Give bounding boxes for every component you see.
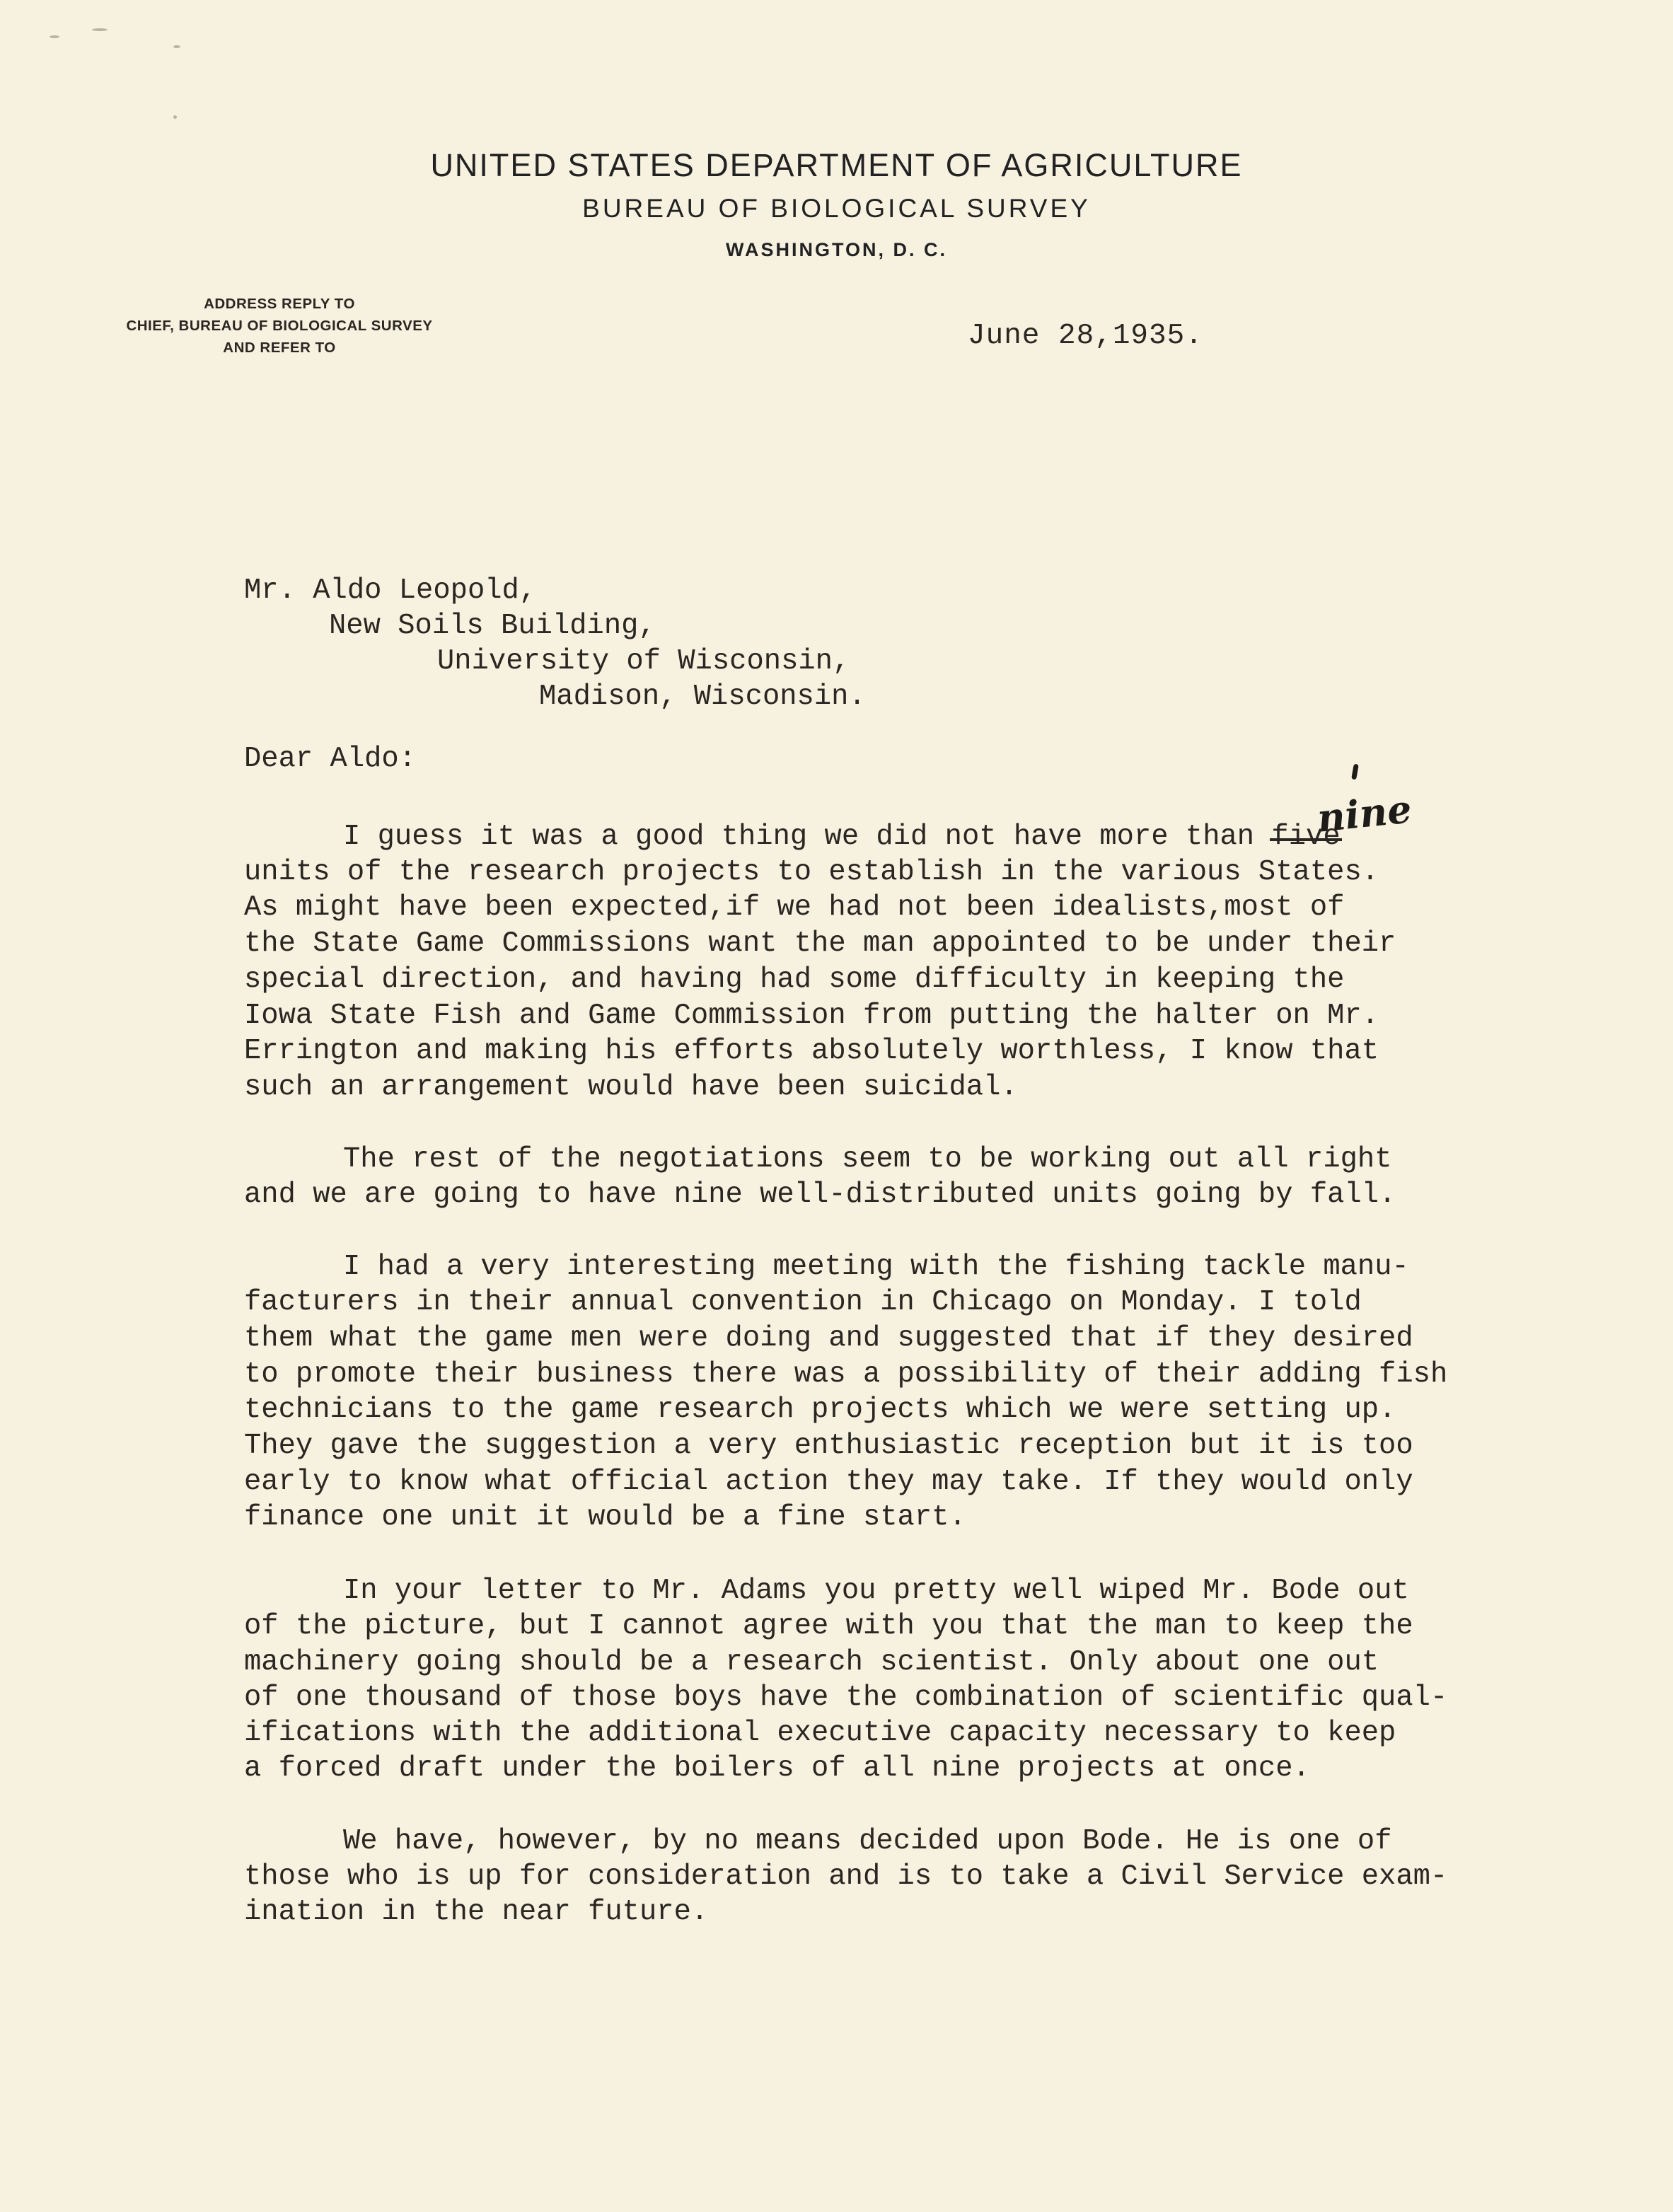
struck-word: five — [1271, 821, 1341, 853]
body-line: of the picture, but I cannot agree with you that the man to keep the — [244, 1610, 1413, 1643]
body-line: units of the research projects to establish in the various States. — [244, 856, 1379, 888]
body-line: ifications with the additional executive capacity necessary to keep — [244, 1717, 1396, 1749]
handwritten-insertion: nine — [1315, 786, 1414, 841]
body-line: facturers in their annual convention in Chicago on Monday. I told — [244, 1286, 1362, 1319]
body-line: a forced draft under the boilers of all nine projects at once. — [244, 1752, 1310, 1785]
body-line: We have, however, by no means decided upon Bode. He is one of — [343, 1825, 1392, 1858]
reply-line: ADDRESS REPLY TO — [204, 296, 355, 312]
body-line: ination in the near future. — [244, 1896, 709, 1928]
body-line: them what the game men were doing and suggested that if they desired — [244, 1322, 1413, 1355]
letterhead-city: WASHINGTON, D. C. — [725, 239, 947, 260]
body-line: of one thousand of those boys have the combination of scientific qual- — [244, 1681, 1448, 1714]
recipient-city: Madison, Wisconsin. — [539, 681, 866, 713]
body-line: early to know what official action they may take. If they would only — [244, 1466, 1413, 1498]
recipient-building: New Soils Building, — [329, 610, 656, 642]
body-line: special direction, and having had some difficulty in keeping the — [244, 963, 1345, 996]
paper-speck — [173, 115, 177, 119]
paper-speck — [92, 28, 108, 31]
body-line: those who is up for consideration and is to take a Civil Service exam- — [244, 1860, 1448, 1893]
body-line: I had a very interesting meeting with the fishing tackle manu- — [343, 1251, 1409, 1283]
body-text: I guess it was a good thing we did not have more than — [343, 821, 1272, 853]
paper-speck — [50, 35, 59, 38]
handwritten-comma-mark — [1351, 764, 1359, 780]
reply-line: CHIEF, BUREAU OF BIOLOGICAL SURVEY — [126, 318, 433, 334]
body-line — [343, 821, 1341, 853]
body-line: to promote their business there was a possibility of their adding fish — [244, 1358, 1448, 1391]
recipient-name: Mr. Aldo Leopold, — [244, 574, 537, 607]
body-line: and we are going to have nine well-distributed units going by fall. — [244, 1179, 1396, 1211]
letterhead-department: UNITED STATES DEPARTMENT OF AGRICULTURE — [430, 147, 1243, 183]
letterhead-bureau: BUREAU OF BIOLOGICAL SURVEY — [582, 194, 1091, 223]
body-line: As might have been expected,if we had not been idealists,most of — [244, 891, 1345, 924]
body-line: such an arrangement would have been suicidal. — [244, 1071, 1018, 1104]
recipient-university: University of Wisconsin, — [437, 645, 850, 678]
body-line: finance one unit it would be a fine start. — [244, 1501, 966, 1534]
body-line: Errington and making his efforts absolutely worthless, I know that — [244, 1035, 1379, 1067]
body-line: The rest of the negotiations seem to be working out all right — [343, 1143, 1392, 1176]
body-line: Iowa State Fish and Game Commission from putting the halter on Mr. — [244, 1000, 1379, 1032]
paper-speck — [173, 45, 180, 48]
reply-line: AND REFER TO — [223, 340, 336, 356]
reply-instructions — [71, 293, 488, 359]
salutation: Dear Aldo: — [244, 743, 417, 775]
body-line: They gave the suggestion a very enthusiastic reception but it is too — [244, 1430, 1413, 1462]
body-line: machinery going should be a research scientist. Only about one out — [244, 1646, 1379, 1679]
body-line: In your letter to Mr. Adams you pretty well wiped Mr. Bode out — [343, 1575, 1409, 1607]
letter-date: June 28,1935. — [968, 320, 1203, 352]
body-line: the State Game Commissions want the man appointed to be under their — [244, 927, 1396, 960]
body-line: technicians to the game research projects which we were setting up. — [244, 1394, 1396, 1426]
